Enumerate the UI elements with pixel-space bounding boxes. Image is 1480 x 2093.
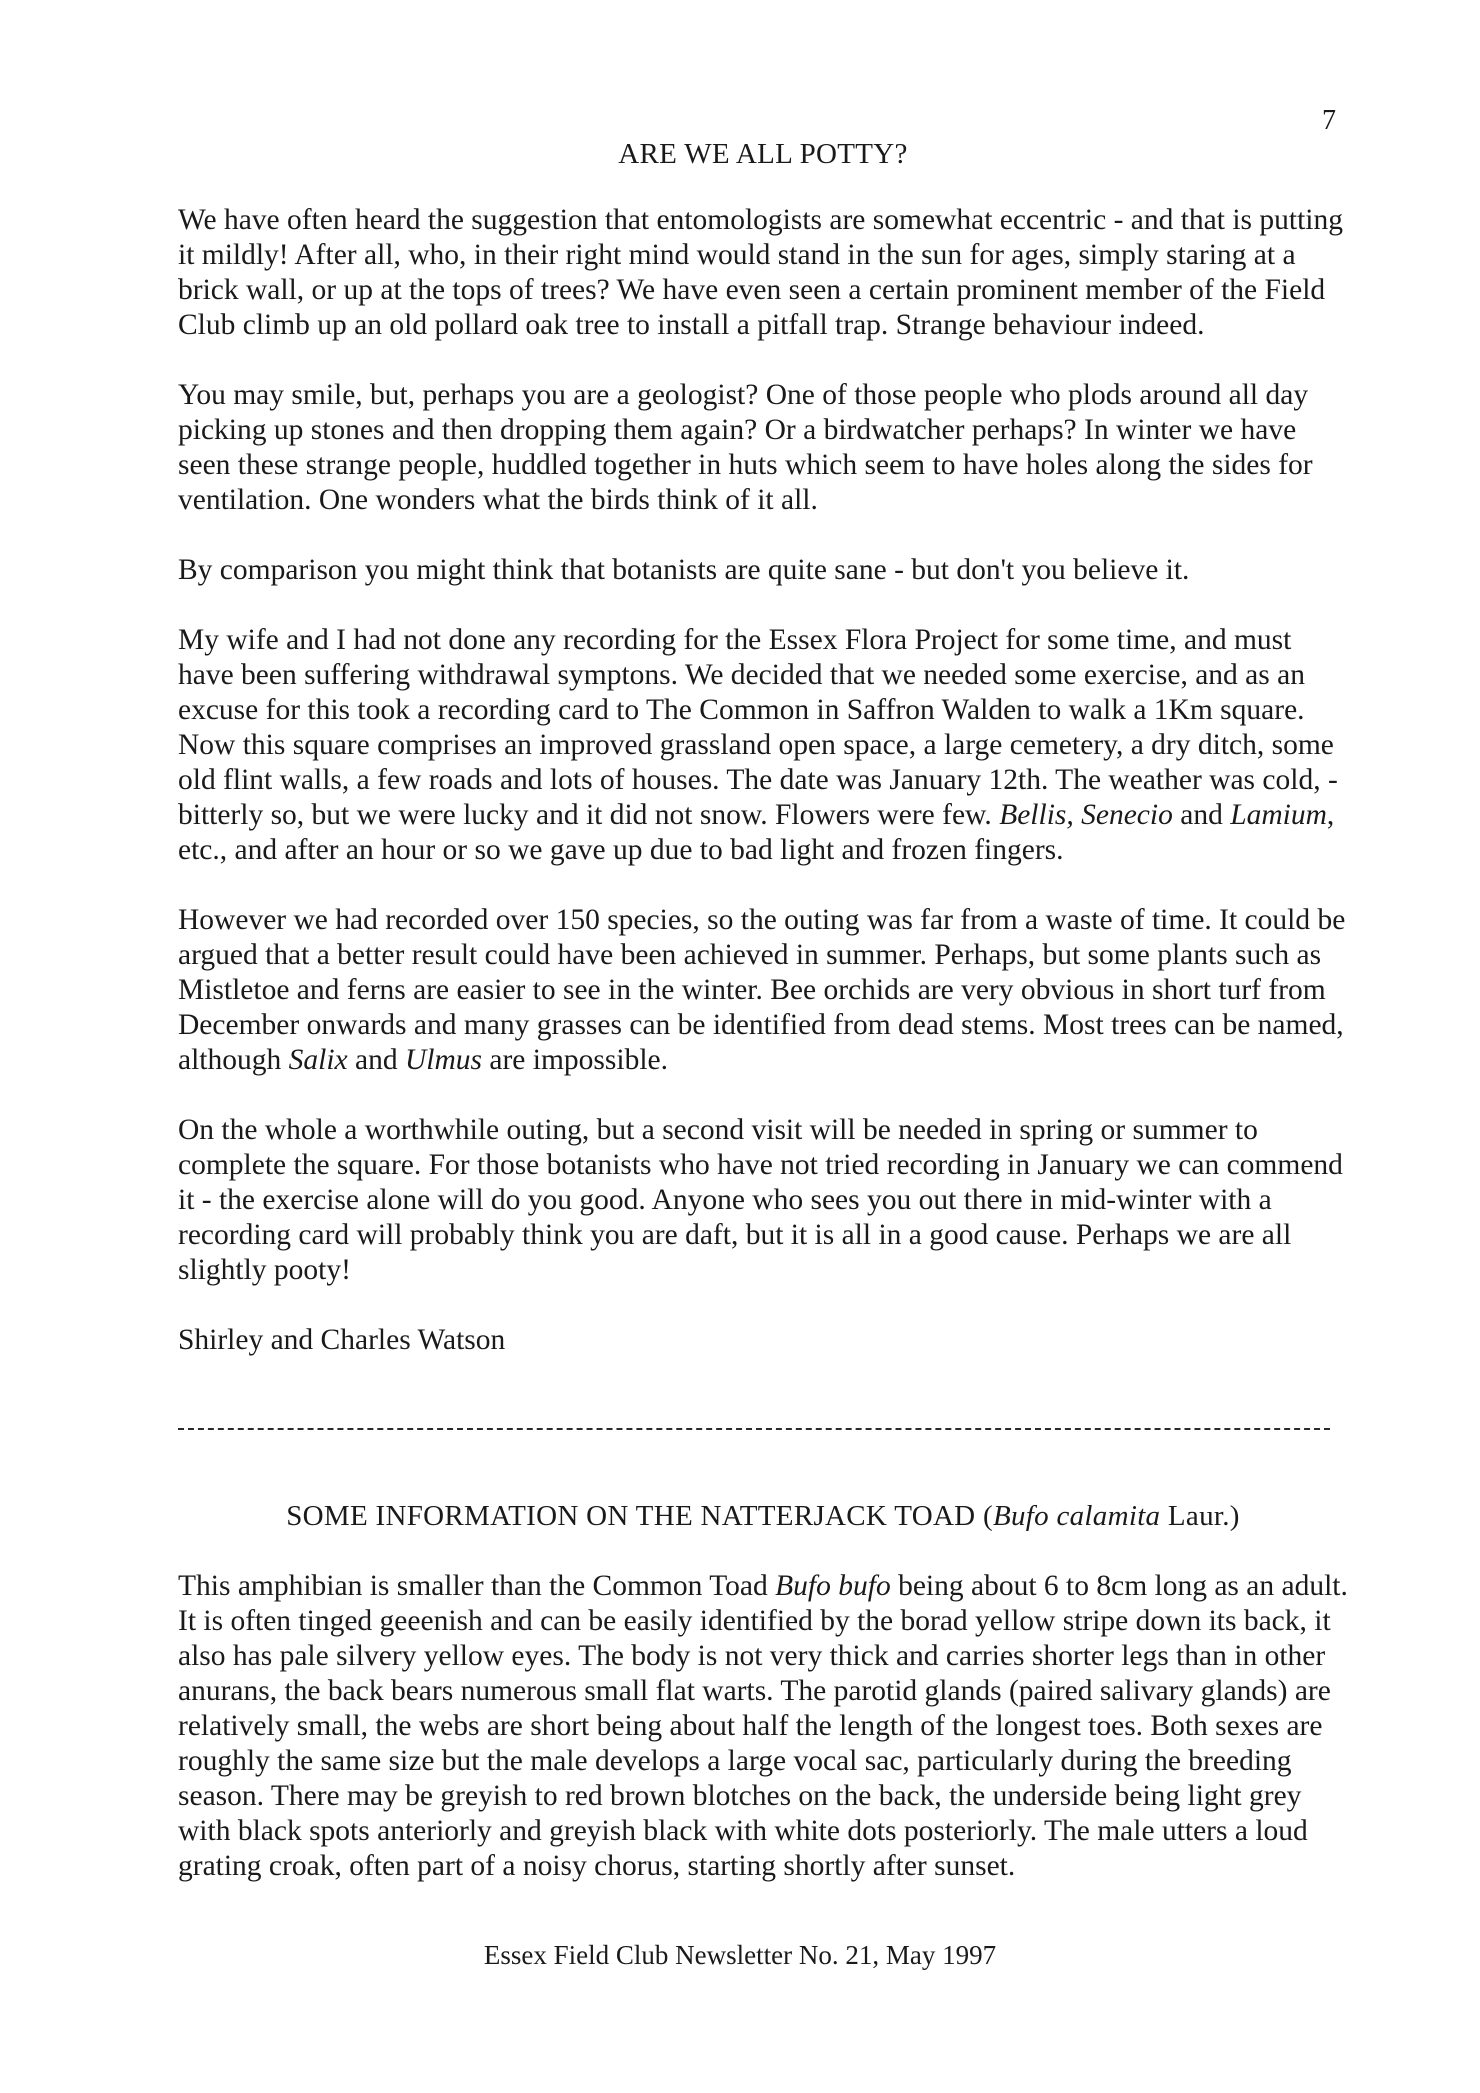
section-divider [178, 1428, 1330, 1430]
title-text-a: SOME INFORMATION ON THE NATTERJACK TOAD ( [286, 1500, 993, 1532]
paragraph-3: By comparison you might think that botanists are quite sane - but don't you believe it. [178, 554, 1190, 586]
paragraph-5-text-c: are impossible. [482, 1044, 668, 1076]
paragraph-5-text-a: However we had recorded over 150 species, so the outing was far from a waste of time. It could be argued that a better result could have been achieved in summer. Perhaps, but some plants such as Mistletoe and ferns are easier to see in the winter. Bee orchids are very obvious in short turf from December onwards and many grasses can be identified from dead stems. Most trees can be named, although [178, 904, 1346, 1076]
paragraph-4-text-c: , etc., and after an hour or so we gave up due to bad light and frozen fingers. [178, 799, 1335, 866]
paragraph-4-text-a: My wife and I had not done any recording for the Essex Flora Project for some time, and must have been suffering withdrawal symptons. We decided that we needed some exercise, and as an excuse for this took a recording card to The Common in Saffron Walden to walk a 1Km square. Now this square comprises an improved grassland open space, a large cemetery, a dry ditch, some old flint walls, a few roads and lots of houses. The date was January 12th. The weather was cold, - bitterly so, but we were lucky and it did not snow. Flowers were few. [178, 624, 1338, 831]
paragraph-4 [178, 623, 1348, 868]
paragraph-5 [178, 903, 1348, 1078]
paragraph-5-text-b: and [347, 1044, 405, 1076]
paragraph-6: On the whole a worthwhile outing, but a second visit will be needed in spring or summer to complete the square. For those botanists who have not tried recording in January we can commend it - the exercise alone will do you good. Anyone who sees you out there in mid-winter with a recording card will probably think you are daft, but it is all in a good cause. Perhaps we are all slightly pooty! [178, 1114, 1343, 1286]
newsletter-footer: Essex Field Club Newsletter No. 21, May 1997 [483, 1940, 997, 1970]
genus-salix: Salix [288, 1044, 348, 1076]
article-title [178, 1500, 1348, 1533]
page-number: 7 [1322, 105, 1336, 136]
paragraph-1: We have often heard the suggestion that entomologists are somewhat eccentric - and that is putting it mildly! After all, who, in their right mind would stand in the sun for ages, simply staring at a brick wall, or up at the tops of trees? We have even seen a certain prominent member of the Field Club climb up an old pollard oak tree to install a pitfall trap. Strange behaviour indeed. [178, 204, 1343, 341]
paragraph-4-text-b: and [1172, 799, 1231, 831]
species-bufo-bufo: Bufo bufo [775, 1570, 891, 1602]
title-species: Bufo calamita [992, 1500, 1161, 1532]
paragraph-2: You may smile, but, perhaps you are a geologist? One of those people who plods around all day picking up stones and then dropping them again? Or a birdwatcher perhaps? In winter we have seen these strange people, huddled together in huts which seem to have holes along the sides for ventilation. One wonders what the birds think of it all. [178, 379, 1313, 516]
article-title: ARE WE ALL POTTY? [618, 138, 908, 170]
author-signature: Shirley and Charles Watson [178, 1324, 506, 1356]
genus-bellis-senecio: Bellis, Senecio [999, 799, 1173, 831]
title-text-b: Laur.) [1160, 1500, 1240, 1532]
paragraph-1 [178, 1569, 1348, 1884]
paragraph-1-text-a: This amphibian is smaller than the Common Toad [178, 1570, 776, 1602]
genus-lamium: Lamium [1230, 799, 1327, 831]
genus-ulmus: Ulmus [404, 1044, 483, 1076]
article-natterjack-toad [178, 1500, 1348, 1884]
article-are-we-all-potty [178, 138, 1348, 1358]
paragraph-1-text-b: being about 6 to 8cm long as an adult. It is often tinged geeenish and can be easily identified by the borad yellow stripe down its back, it also has pale silvery yellow eyes. The body is not very thick and carries shorter legs than in other anurans, the back bears numerous small flat warts. The parotid glands (paired salivary glands) are relatively small, the webs are short being about half the length of the longest toes. Both sexes are roughly the same size but the male develops a large vocal sac, particularly during the breeding season. There may be greyish to red brown blotches on the back, the underside being light grey with black spots anteriorly and greyish black with white dots posteriorly. The male utters a loud grating croak, often part of a noisy chorus, starting shortly after sunset. [178, 1570, 1348, 1882]
